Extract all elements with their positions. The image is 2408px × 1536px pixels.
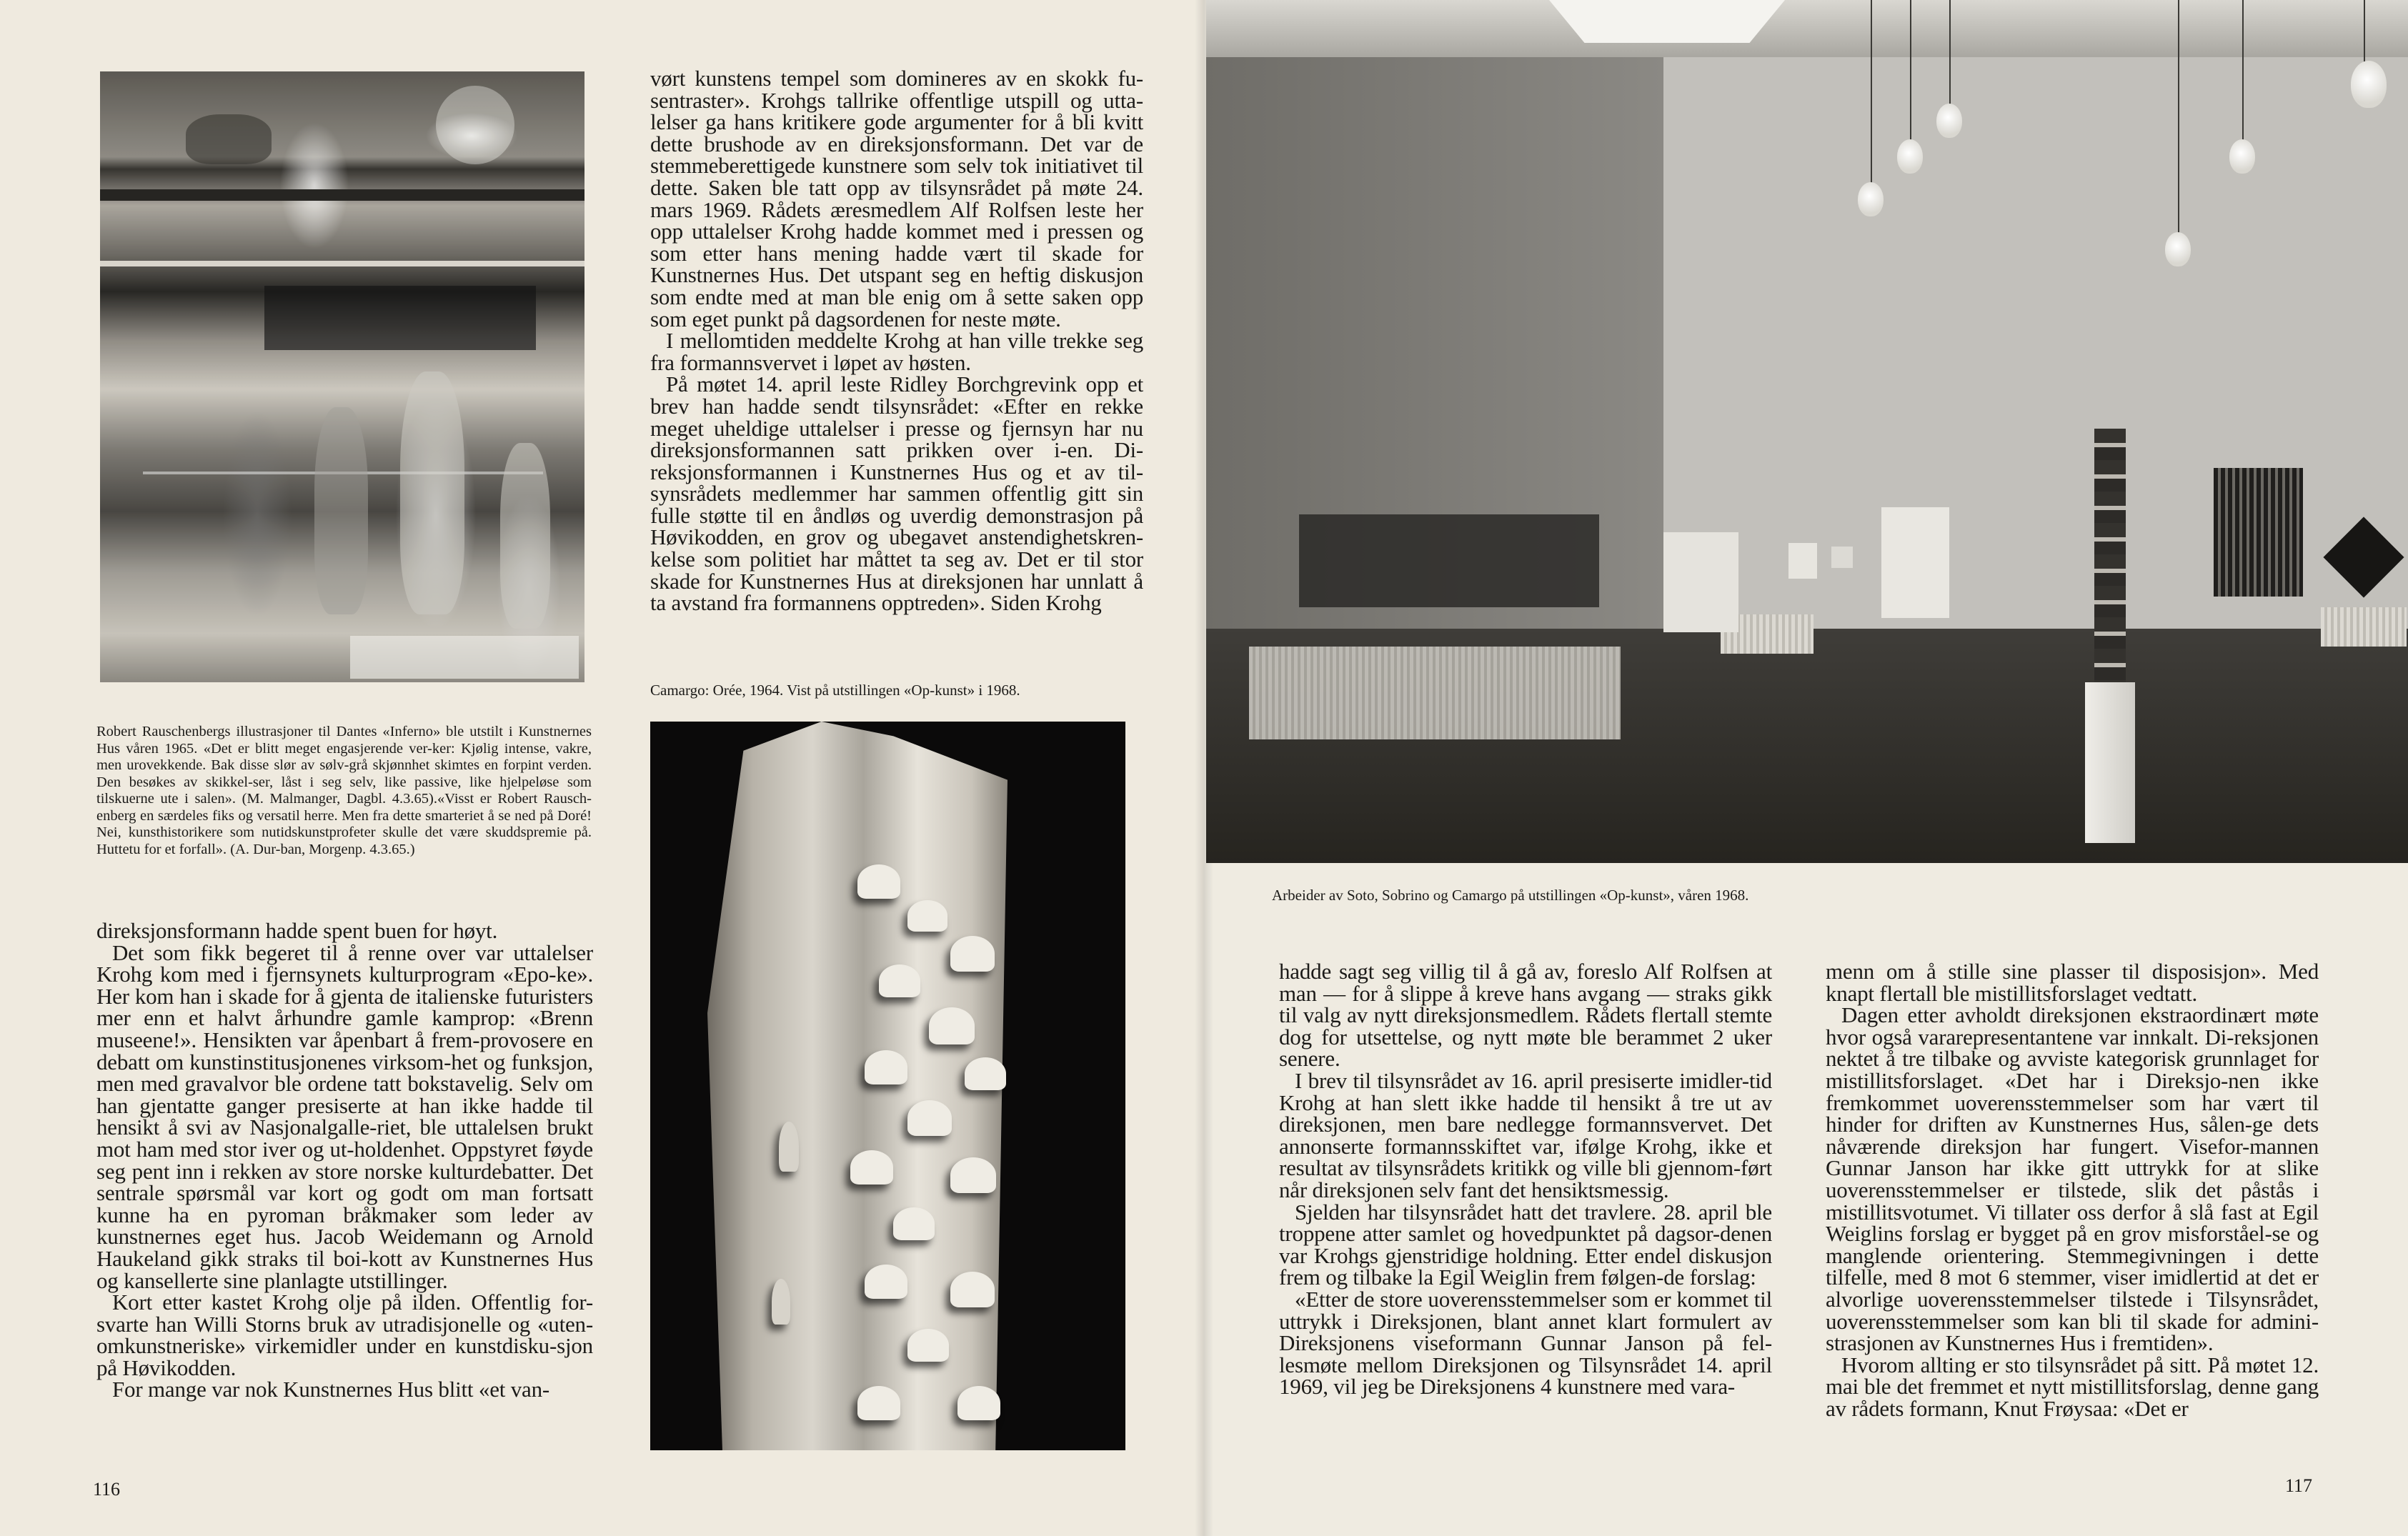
paragraph: På møtet 14. april leste Ridley Borchgrevink opp et brev han hadde sendt tilsynsrådet: «Efter en rekke meget uheldige uttalelser i presse og fjernsyn har nu direksjonsformannen satt prikken over i-en. Di-reksjonsformannen i Kunstnernes Hus og et av til-synsrådets medlemmer har sammen offentlig gitt sin fulle støtte til en åndløs og uverdig demonstrasjon på Høvikodden, en grov og ubegavet anstendighetskren-kelse som politiet har måttet ta seg av. Det er til stor skade for Kunstnernes Hus at direksjonen har unnlatt å ta avstand fra formannens opptreden». Siden Krohg (650, 371, 1143, 616)
paragraph: Det som fikk begeret til å renne over var uttalelser Krohg kom med i fjernsynets kulturprogram «Epo-ke». Her kom han i skade for å gjenta de italienske futuristers mer enn et halvt århundre gamle kamprop: «Brenn museene!». Hensikten var åpenbart å frem-provosere en debatt om kunstinstitusjonenes virksom-het og funksjon, men med gravalvor ble ordene tatt bokstavelig. Selv om han gjentatte ganger presiserte at han ikke hadde til hensikt å svi av Nasjonalgalle-riet, ble uttalelsen brukt mot ham med stor iver og ut-holdenhet. Oppstyret føyde seg pent inn i rekken av store norske kulturdebatter. Det sentrale spørsmål var kort og godt om man fortsatt kunne ha en pyroman bråkmaker som leder av kunstnernes eget hus. Jacob Weidemann og Arnold Haukeland gikk straks til boi-kott av Kunstnernes Hus og kansellerte sine planlagte utstillinger. (96, 939, 593, 1293)
paragraph: direksjonsformann hadde spent buen for høyt. (96, 918, 498, 943)
right-page-column-2 (1826, 961, 2319, 1420)
paragraph: menn om å stille sine plasser til disposisjon». Med knapt flertall ble mistillitsforslaget vedtatt. (1826, 959, 2319, 1006)
caption-rauschenberg: Robert Rauschenbergs illustrasjoner til Dantes «Inferno» ble utstilt i Kunstnernes Hus våren 1965. «Det er blitt meget engasjerende ver-ker: Kjølig intense, vakre, men urovekkende. Bak disse slør av sølv-grå skjønnhet skimtes en forpint verden. Den besøkes av skikkel-ser, låst i seg selv, like passive, like hjelpeløse som tilskuerne ute i salen». (M. Malmanger, Dagbl. 4.3.65).«Visst er Robert Rausch-enberg en særdeles fiks og versatil herre. Men fra dette smarteriet å se ned på Doré! Nei, kunsthistorikere som nutidskunstprofeter skulle det være skuddspremie på. Huttetu for et forfall». (A. Dur-ban, Morgenp. 4.3.65.) (96, 724, 592, 857)
left-page-column-1 (96, 920, 593, 1401)
gallery-room-photo (1206, 0, 2408, 863)
right-page-column-1 (1279, 961, 1772, 1398)
paragraph: I mellomtiden meddelte Krohg at han ville trekke seg fra formannsvervet i løpet av høsten. (650, 328, 1143, 375)
rauschenberg-illustration-photo (100, 71, 584, 682)
paragraph: «Etter de store uoverensstemmelser som er kommet til uttrykk i Direksjonen, blant annet klart formulert av Direksjonens viseformann Gunnar Janson på fel-lesmøte mellom Direksjonen og Tilsynsrådet 14. april 1969, vil jeg be Direksjonens 4 kunstnere med vara- (1279, 1286, 1772, 1400)
paragraph: Dagen etter avholdt direksjonen ekstraordinært møte hvor også vararepresentantene var innkalt. Di-reksjonen nektet å tre tilbake og avviste kategorisk grunnlaget for mistillitsforslaget. «Det har i Direksjo-nen ikke fremkommet uoverensstemmelser som har vært til hinder for driften av Kunstnernes Hus, sålen-ge dets nåværende direksjon har fungert. Visefor-mannen Gunnar Janson har ikke gitt uttrykk for at slike uoverensstemmelser er tilstede, slik det påstås i mistillitsvotumet. Vi tillater oss derfor å slå fast at Egil Weiglins forslag er bygget på en grov misforståel-se og manglende orientering. Stemmegivningen i dette tilfelle, med 8 mot 6 stemmer, viser imidlertid at det er alvorlige uoverensstemmelser tilstede i Tilsynsrådet, uoverensstemmelser som kan bli til skade for admini-strasjonen av Kunstnernes Hus i fremtiden». (1826, 1002, 2319, 1356)
paragraph: Sjelden har tilsynsrådet hatt det travlere. 28. april ble troppene atter samlet og hovedpunktet på dagsor-denen var Krohgs gjenstridige holdning. Etter endel diskusjon frem og tilbake la Egil Weiglin frem følgen-de forslag: (1279, 1199, 1772, 1290)
paragraph: Kort etter kastet Krohg olje på ilden. Offentlig for-svarte han Willi Storns bruk av utradisjonelle og «uten-omkunstneriske» virkemidler under en kunstdisku-sjon på Høvikodden. (96, 1290, 593, 1380)
paragraph: hadde sagt seg villig til å gå av, foreslo Alf Rolfsen at man — for å slippe å kreve hans avgang — straks gikk til valg av nytt direksjonsmedlem. Rådets flertall stemte dog for utsettelse, og nytt møte ble berammet 2 uker senere. (1279, 959, 1772, 1072)
left-page-column-2 (650, 68, 1143, 614)
paragraph: I brev til tilsynsrådet av 16. april presiserte imidler-tid Krohg at han slett ikke hadde til hensikt å tre ut av direksjonen, men bare nedlegge formannsvervet. Det annonserte formannsskiftet var, ifølge Krohg, ikke et resultat av tilsynsrådets kritikk og ville bli gjennom-ført når direksjonen selv fant det hensiktsmessig. (1279, 1067, 1772, 1202)
paragraph: Hvorom allting er sto tilsynsrådet på sitt. På møtet 12. mai ble det fremmet et nytt mistillitsforslag, denne gang av rådets formann, Knut Frøysaa: «Det er (1826, 1352, 2319, 1421)
paragraph: For mange var nok Kunstnernes Hus blitt «et van- (112, 1377, 550, 1402)
page-number-left: 116 (93, 1479, 121, 1500)
paragraph: vørt kunstens tempel som domineres av en skokk fu-sentraster». Krohgs tallrike offentlige utspill og utta-lelser ga hans kritikere gode argumenter for å bli kvitt dette brushode av en direksjonsformann. Det var de stemmeberettigede kunstnere som selv tok initiativet til dette. Saken ble tatt opp av tilsynsrådet på møte 24. mars 1969. Rådets æresmedlem Alf Rolfsen leste her opp uttalelser Krohg hadde kommet med i pressen og som etter hans mening hadde vært til skade for Kunstnernes Hus. Det utspant seg en heftig diskusjon som endte med at man ble enig om å sette saken opp som eget punkt på dagsordenen for neste møte. (650, 66, 1143, 331)
caption-gallery: Arbeider av Soto, Sobrino og Camargo på utstillingen «Op-kunst», våren 1968. (1272, 887, 1749, 904)
caption-camargo: Camargo: Orée, 1964. Vist på utstillingen «Op-kunst» i 1968. (650, 682, 1020, 699)
camargo-relief-photo (650, 722, 1125, 1450)
page-number-right: 117 (2285, 1475, 2313, 1496)
